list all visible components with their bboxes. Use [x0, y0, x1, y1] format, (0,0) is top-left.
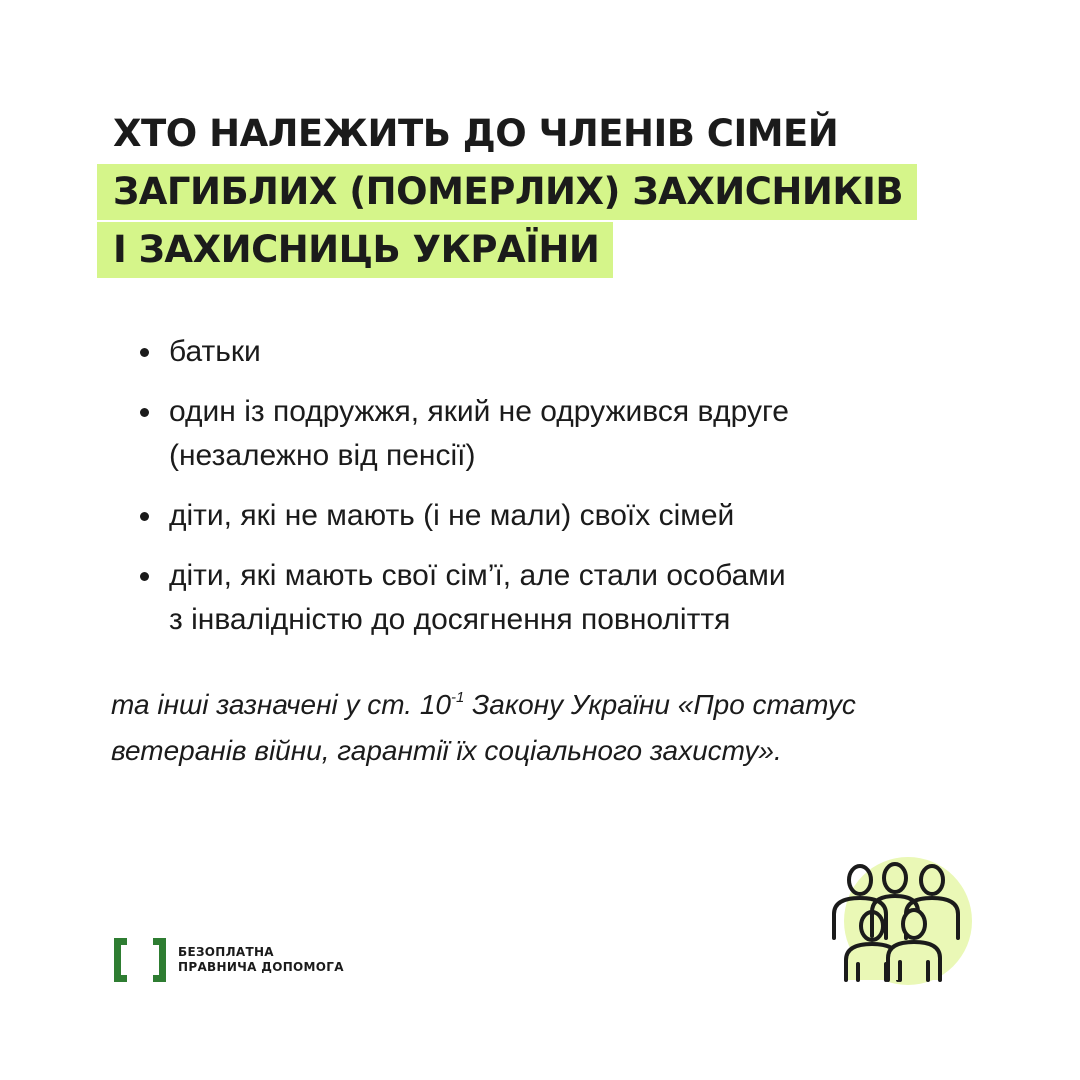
page-title: [97, 106, 917, 280]
list-item-children-with-disability: діти, які мають свої сім’ї, але стали особами з інвалідністю до досягнення повноліття: [138, 554, 958, 642]
title-line-1: ХТО НАЛЕЖИТЬ ДО ЧЛЕНІВ СІМЕЙ: [113, 112, 839, 155]
list-item-parents: батьки: [138, 330, 958, 374]
superscript: -1: [450, 689, 465, 706]
legal-aid-logo: [112, 936, 344, 984]
title-line-3-highlighted: І ЗАХИСНИЦЬ УКРАЇНИ: [97, 222, 917, 278]
list-item-spouse: один із подружжя, який не одружився вдруге (незалежно від пенсії): [138, 390, 958, 478]
logo-text: БЕЗОПЛАТНА ПРАВНИЧА ДОПОМОГА: [178, 945, 344, 974]
title-line-2-highlighted: ЗАГИБЛИХ (ПОМЕРЛИХ) ЗАХИСНИКІВ: [97, 164, 917, 220]
brackets-logo-icon: [112, 936, 168, 984]
list-item-children-without-families: діти, які не мають (і не мали) своїх сімей: [138, 494, 958, 538]
people-group-icon: [820, 848, 980, 988]
law-reference-note: та інші зазначені у ст. $10^{-1}$ Закону України «Про статус ветеранів війни, гарантії їх соціального захисту».: [111, 689, 856, 766]
family-members-list: [138, 330, 958, 658]
